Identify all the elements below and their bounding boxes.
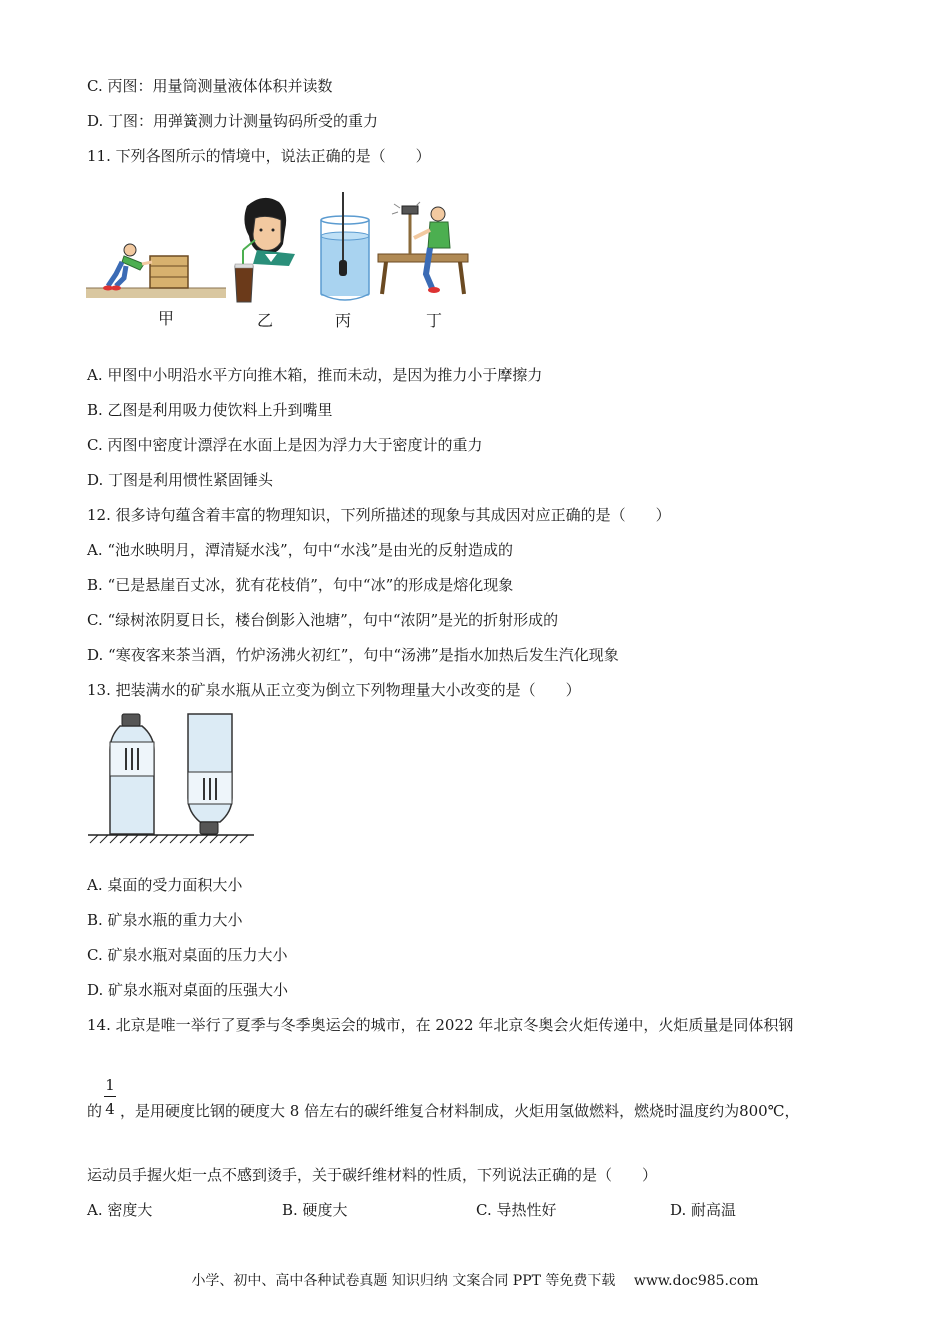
figure-caption-jia: 甲 bbox=[158, 309, 175, 328]
figure-ding-hammer bbox=[374, 198, 474, 298]
q12-option-d: D. “寒夜客来茶当酒，竹炉汤沸火初红”，句中“汤沸”是指水加热后发生汽化现象 bbox=[87, 646, 619, 664]
q12-option-b: B. “已是悬崖百丈冰，犹有花枝俏”，句中“冰”的形成是熔化现象 bbox=[87, 576, 514, 594]
q14-line-2: ，是用硬度比钢的硬度大 8 倍左右的碳纤维复合材料制成，火炬用氢做燃料，燃烧时温度约为800℃， bbox=[120, 1102, 800, 1120]
q14-option-b: B. 硬度大 bbox=[282, 1201, 348, 1219]
q14-line-1: 14. 北京是唯一举行了夏季与冬季奥运会的城市，在 2022 年北京冬奥会火炬传递中，火炬质量是同体积钢 bbox=[87, 1016, 794, 1034]
q11-option-c: C. 丙图中密度计漂浮在水面上是因为浮力大于密度计的重力 bbox=[87, 436, 483, 454]
q12-option-c: C. “绿树浓阴夏日长，楼台倒影入池塘”，句中“浓阴”是光的折射形成的 bbox=[87, 611, 559, 629]
q13-option-b: B. 矿泉水瓶的重力大小 bbox=[87, 911, 243, 929]
q11-option-d: D. 丁图是利用惯性紧固锤头 bbox=[87, 471, 274, 489]
q11-stem: 11. 下列各图所示的情境中，说法正确的是（ ） bbox=[87, 147, 431, 165]
fraction-bar bbox=[104, 1096, 116, 1097]
q13-stem: 13. 把装满水的矿泉水瓶从正立变为倒立下列物理量大小改变的是（ ） bbox=[87, 681, 581, 699]
q10-option-d: D. 丁图：用弹簧测力计测量钩码所受的重力 bbox=[87, 112, 379, 130]
figure-water-bottles bbox=[86, 710, 258, 846]
page-footer: 小学、初中、高中各种试卷真题 知识归纳 文案合同 PPT 等免费下载 www.doc985.com bbox=[191, 1273, 759, 1289]
q14-option-a: A. 密度大 bbox=[87, 1201, 153, 1219]
fraction-numerator: 1 bbox=[105, 1076, 115, 1094]
figure-jia-push-box bbox=[86, 204, 228, 300]
q13-option-a: A. 桌面的受力面积大小 bbox=[87, 876, 243, 894]
figure-caption-yi: 乙 bbox=[257, 311, 274, 330]
q10-option-c: C. 丙图：用量筒测量液体体积并读数 bbox=[87, 77, 333, 95]
figure-yi-straw-drink bbox=[233, 192, 313, 304]
q13-option-d: D. 矿泉水瓶对桌面的压强大小 bbox=[87, 981, 289, 999]
figure-caption-bing: 丙 bbox=[335, 311, 352, 330]
q12-option-a: A. “池水映明月，潭清疑水浅”，句中“水浅”是由光的反射造成的 bbox=[87, 541, 514, 559]
q12-stem: 12. 很多诗句蕴含着丰富的物理知识，下列所描述的现象与其成因对应正确的是（ ） bbox=[87, 506, 671, 524]
fraction-denominator: 4 bbox=[105, 1100, 115, 1118]
q11-option-b: B. 乙图是利用吸力使饮料上升到嘴里 bbox=[87, 401, 333, 419]
q11-option-a: A. 甲图中小明沿水平方向推木箱，推而未动，是因为推力小于摩擦力 bbox=[87, 366, 543, 384]
figure-bing-hydrometer bbox=[318, 190, 372, 304]
q14-option-d: D. 耐高温 bbox=[670, 1201, 737, 1219]
q13-option-c: C. 矿泉水瓶对桌面的压力大小 bbox=[87, 946, 288, 964]
q14-line-2-prefix: 的 bbox=[87, 1102, 103, 1120]
q14-option-c: C. 导热性好 bbox=[476, 1201, 557, 1219]
figure-caption-ding: 丁 bbox=[426, 311, 443, 330]
q14-line-3: 运动员手握火炬一点不感到烫手，关于碳纤维材料的性质，下列说法正确的是（ ） bbox=[87, 1166, 658, 1184]
